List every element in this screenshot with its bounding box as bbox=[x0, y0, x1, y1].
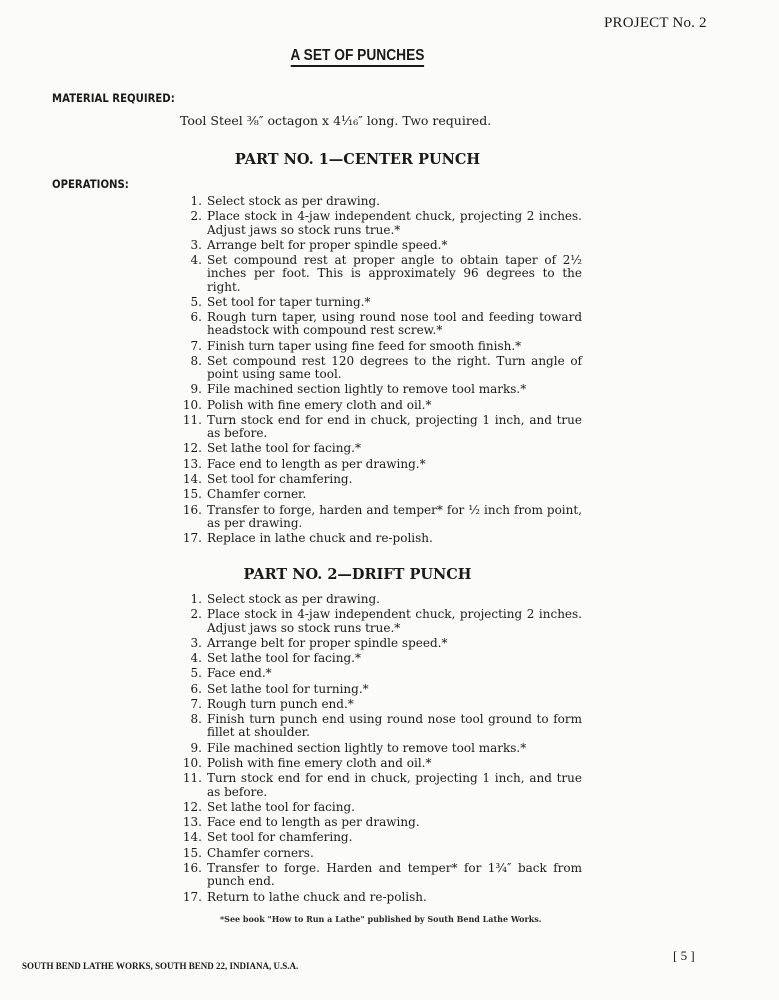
list-item bbox=[180, 254, 582, 294]
step-text: Set tool for taper turning.* bbox=[207, 294, 371, 309]
step-text: Replace in lathe chuck and re-polish. bbox=[207, 531, 433, 546]
step-number: 4. bbox=[190, 253, 202, 268]
list-item bbox=[180, 652, 582, 665]
step-text: Set lathe tool for facing.* bbox=[207, 441, 361, 456]
step-text: Set lathe tool for turning.* bbox=[207, 681, 369, 696]
list-item bbox=[180, 296, 582, 309]
step-text: Set tool for chamfering. bbox=[207, 830, 353, 845]
step-number: 16. bbox=[182, 502, 202, 517]
list-item bbox=[180, 847, 582, 860]
list-item bbox=[180, 667, 582, 680]
step-number: 17. bbox=[182, 889, 202, 904]
step-text: Chamfer corner. bbox=[207, 487, 307, 502]
step-text: Return to lathe chuck and re-polish. bbox=[207, 889, 427, 904]
step-number: 11. bbox=[182, 771, 202, 786]
list-item bbox=[180, 311, 582, 337]
list-item bbox=[180, 442, 582, 455]
step-number: 13. bbox=[182, 456, 202, 471]
step-number: 14. bbox=[182, 830, 202, 845]
step-text: Face end to length as per drawing.* bbox=[207, 456, 426, 471]
step-text: Polish with fine emery cloth and oil.* bbox=[207, 756, 432, 771]
list-item bbox=[180, 772, 582, 798]
list-item bbox=[180, 757, 582, 770]
list-item bbox=[180, 340, 582, 353]
step-number: 5. bbox=[190, 294, 202, 309]
step-number: 17. bbox=[182, 531, 202, 546]
publisher-footer: SOUTH BEND LATHE WORKS, SOUTH BEND 22, INDIANA, U.S.A. bbox=[22, 961, 299, 971]
step-number: 5. bbox=[190, 666, 202, 681]
step-number: 1. bbox=[190, 194, 202, 208]
step-text: Select stock as per drawing. bbox=[207, 592, 380, 606]
list-item bbox=[180, 816, 582, 829]
footnote: *See book "How to Run a Lathe" published by South Bend Lathe Works. bbox=[220, 914, 542, 924]
step-text: Arrange belt for proper spindle speed.* bbox=[207, 237, 448, 252]
step-text: Set lathe tool for facing. bbox=[207, 799, 355, 814]
list-item bbox=[180, 210, 582, 236]
part-2-heading: PART NO. 2—DRIFT PUNCH bbox=[243, 566, 472, 583]
list-item bbox=[180, 742, 582, 755]
list-item bbox=[180, 473, 582, 486]
step-number: 7. bbox=[190, 338, 202, 353]
step-text: Face end to length as per drawing. bbox=[207, 815, 420, 830]
list-item bbox=[180, 239, 582, 252]
step-text: Turn stock end for end in chuck, projecting 1 inch, and true as before. bbox=[207, 771, 582, 799]
step-text: Turn stock end for end in chuck, projecting 1 inch, and true as before. bbox=[207, 412, 582, 441]
list-item bbox=[180, 399, 582, 412]
step-number: 1. bbox=[190, 592, 202, 606]
step-number: 8. bbox=[190, 712, 202, 727]
step-number: 10. bbox=[182, 397, 202, 412]
list-item bbox=[180, 608, 582, 634]
page-title-text: A SET OF PUNCHES bbox=[290, 47, 424, 67]
list-item bbox=[180, 355, 582, 381]
step-text: File machined section lightly to remove tool marks.* bbox=[207, 740, 527, 755]
step-number: 14. bbox=[182, 472, 202, 487]
page-number: [ 5 ] bbox=[673, 948, 695, 963]
step-text: Finish turn punch end using round nose tool ground to form fillet at shoulder. bbox=[207, 712, 582, 740]
step-number: 12. bbox=[182, 799, 202, 814]
part-1-heading: PART NO. 1—CENTER PUNCH bbox=[234, 151, 481, 168]
list-item bbox=[180, 532, 582, 545]
list-item bbox=[180, 831, 582, 844]
step-text: Select stock as per drawing. bbox=[207, 194, 380, 208]
step-number: 6. bbox=[190, 681, 202, 696]
step-number: 9. bbox=[190, 382, 202, 397]
list-item bbox=[180, 801, 582, 814]
operations-heading: OPERATIONS: bbox=[52, 177, 129, 191]
step-text: Set lathe tool for facing.* bbox=[207, 651, 361, 666]
page-title bbox=[50, 47, 665, 65]
step-number: 9. bbox=[190, 740, 202, 755]
step-number: 6. bbox=[190, 310, 202, 325]
list-item bbox=[180, 683, 582, 696]
step-text: Set compound rest 120 degrees to the right. Turn angle of point using same tool. bbox=[207, 353, 582, 382]
step-text: Polish with fine emery cloth and oil.* bbox=[207, 397, 432, 412]
part-2-operations-list bbox=[180, 593, 582, 906]
project-number: PROJECT No. 2 bbox=[604, 15, 707, 31]
list-item bbox=[180, 862, 582, 888]
step-text: Face end.* bbox=[207, 666, 272, 681]
step-number: 15. bbox=[182, 845, 202, 860]
part-1-operations-list bbox=[180, 195, 582, 547]
step-number: 3. bbox=[190, 635, 202, 650]
step-number: 8. bbox=[190, 353, 202, 368]
step-number: 11. bbox=[182, 412, 202, 427]
step-text: Place stock in 4-jaw independent chuck, projecting 2 inches. Adjust jaws so stock runs true.* bbox=[207, 209, 582, 237]
step-text: Finish turn taper using fine feed for smooth finish.* bbox=[207, 338, 522, 353]
list-item bbox=[180, 383, 582, 396]
step-number: 7. bbox=[190, 696, 202, 711]
list-item bbox=[180, 713, 582, 739]
list-item bbox=[180, 891, 582, 904]
step-text: Set tool for chamfering. bbox=[207, 472, 353, 487]
step-number: 13. bbox=[182, 815, 202, 830]
step-text: Transfer to forge. Harden and temper* for 1¾″ back from punch end. bbox=[207, 861, 582, 889]
list-item bbox=[180, 488, 582, 501]
step-text: Place stock in 4-jaw independent chuck, projecting 2 inches. Adjust jaws so stock runs true.* bbox=[207, 607, 582, 635]
step-text: Rough turn punch end.* bbox=[207, 696, 354, 711]
step-number: 3. bbox=[190, 237, 202, 252]
step-number: 10. bbox=[182, 756, 202, 771]
step-text: Arrange belt for proper spindle speed.* bbox=[207, 635, 448, 650]
material-required-heading: MATERIAL REQUIRED: bbox=[52, 91, 175, 105]
list-item bbox=[180, 593, 582, 606]
step-text: File machined section lightly to remove tool marks.* bbox=[207, 382, 527, 397]
step-number: 2. bbox=[190, 607, 202, 622]
step-text: Chamfer corners. bbox=[207, 845, 314, 860]
step-number: 4. bbox=[190, 651, 202, 666]
step-number: 15. bbox=[182, 487, 202, 502]
list-item bbox=[180, 458, 582, 471]
material-required-text: Tool Steel ⅜″ octagon x 4¹⁄₁₆″ long. Two required. bbox=[180, 113, 492, 128]
step-text: Set compound rest at proper angle to obtain taper of 2½ inches per foot. This is approximately 96 degrees to the right. bbox=[207, 253, 582, 294]
list-item bbox=[180, 504, 582, 530]
list-item bbox=[180, 414, 582, 440]
step-number: 16. bbox=[182, 861, 202, 876]
list-item bbox=[180, 637, 582, 650]
step-number: 12. bbox=[182, 441, 202, 456]
step-text: Rough turn taper, using round nose tool and feeding toward headstock with compound rest screw.* bbox=[207, 310, 582, 338]
list-item bbox=[180, 195, 582, 208]
step-number: 2. bbox=[190, 209, 202, 224]
step-text: Transfer to forge, harden and temper* for ½ inch from point, as per drawing. bbox=[207, 502, 582, 530]
list-item bbox=[180, 698, 582, 711]
